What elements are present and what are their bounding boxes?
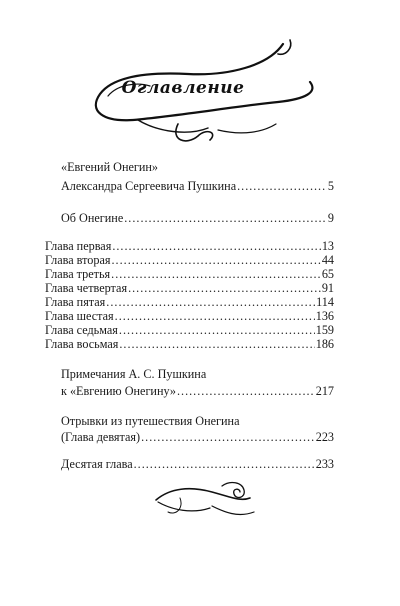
toc-entry-label: Глава третья (45, 267, 111, 281)
leader-dots (124, 211, 327, 225)
toc-entry-page: 186 (315, 337, 334, 351)
toc-entry-label: к «Евгению Онегину» (61, 384, 176, 398)
toc-entry-page: 233 (315, 457, 334, 471)
leader-dots (134, 457, 315, 471)
page-title: Оглавление (121, 78, 245, 98)
toc-entry-excerpts-title: Отрывки из путешествия Онегина (61, 414, 240, 428)
toc-entry-label: Глава четвертая (45, 281, 128, 295)
toc-entry-label: (Глава девятая) (61, 430, 141, 444)
toc-entry-about[interactable] (61, 211, 334, 225)
toc-entry-page: 136 (315, 309, 334, 323)
toc-entry-page: 159 (315, 323, 334, 337)
toc-entry-chapter-8[interactable] (45, 337, 334, 351)
toc-entry-label: Глава первая (45, 239, 112, 253)
leader-dots (119, 337, 314, 351)
leader-dots (177, 384, 315, 398)
toc-entry-label: Глава восьмая (45, 337, 119, 351)
toc-entry-label: Об Онегине (61, 211, 124, 225)
leader-dots (106, 295, 315, 309)
toc-entry-page: 91 (321, 281, 334, 295)
toc-entry-page: 13 (321, 239, 334, 253)
toc-entry-label: Глава шестая (45, 309, 114, 323)
toc-entry-label: Глава седьмая (45, 323, 118, 337)
leader-dots (112, 253, 321, 267)
toc-entry-excerpts[interactable] (61, 430, 334, 444)
toc-entry-chapter-6[interactable] (45, 309, 334, 323)
toc-entry-page: 44 (321, 253, 334, 267)
toc-entry-onegin[interactable] (61, 179, 334, 193)
toc-entry-label: Глава пятая (45, 295, 106, 309)
leader-dots (115, 309, 315, 323)
toc-entry-page: 217 (315, 384, 334, 398)
leader-dots (128, 281, 321, 295)
leader-dots (119, 323, 315, 337)
toc-entry-page: 223 (315, 430, 334, 444)
leader-dots (237, 179, 327, 193)
toc-entry-chapter-3[interactable] (45, 267, 334, 281)
toc-entry-page: 65 (321, 267, 334, 281)
leader-dots (111, 267, 321, 281)
toc-entry-label: Александра Сергеевича Пушкина (61, 179, 237, 193)
toc-entry-page: 5 (327, 179, 334, 193)
toc-entry-chapter-1[interactable] (45, 239, 334, 253)
toc-entry-tenth[interactable] (61, 457, 334, 471)
toc-entry-onegin-title: «Евгений Онегин» (61, 160, 159, 174)
toc-entry-page: 9 (327, 211, 334, 225)
toc-entry-notes[interactable] (61, 384, 334, 398)
toc-entry-chapter-4[interactable] (45, 281, 334, 295)
toc-entry-chapter-5[interactable] (45, 295, 334, 309)
toc-entry-notes-title: Примечания А. С. Пушкина (61, 367, 207, 381)
leader-dots (141, 430, 315, 444)
toc-entry-chapter-2[interactable] (45, 253, 334, 267)
flourish-ornament-bottom (150, 478, 260, 524)
toc-entry-label: Глава вторая (45, 253, 111, 267)
toc-entry-page: 114 (316, 295, 334, 309)
toc-entry-chapter-7[interactable] (45, 323, 334, 337)
toc-entry-label: Десятая глава (61, 457, 133, 471)
leader-dots (112, 239, 321, 253)
